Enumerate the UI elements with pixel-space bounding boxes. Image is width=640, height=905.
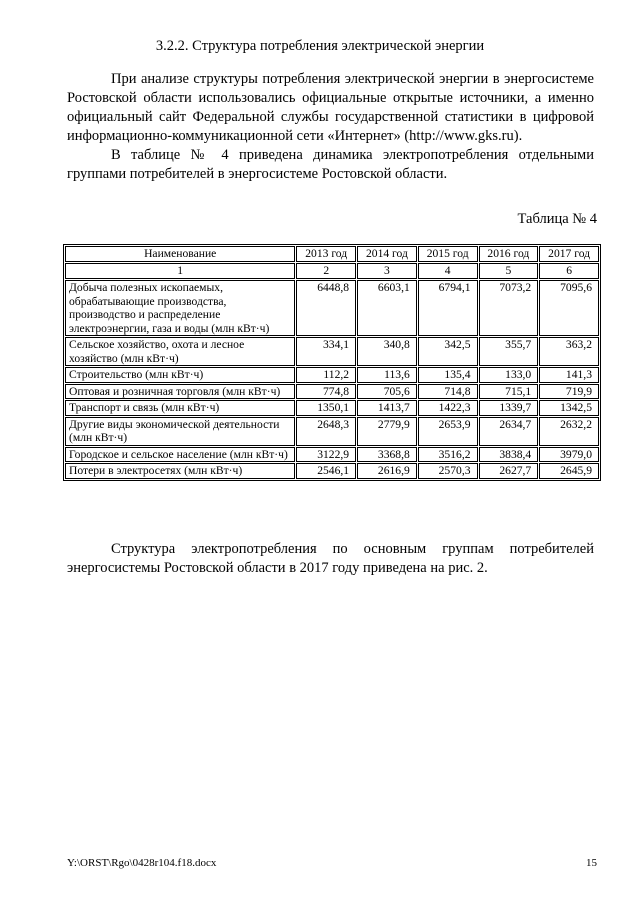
row-name: Городское и сельское население (млн кВт·ч) (65, 447, 295, 463)
row-value: 3368,8 (357, 447, 417, 463)
row-value: 6603,1 (357, 280, 417, 336)
header-2017: 2017 год (539, 246, 599, 262)
row-value: 1350,1 (296, 400, 356, 416)
table-row (65, 337, 599, 366)
table-row (65, 447, 599, 463)
row-value: 2645,9 (539, 463, 599, 479)
row-value: 3516,2 (418, 447, 478, 463)
row-value: 1339,7 (479, 400, 539, 416)
row-value: 7095,6 (539, 280, 599, 336)
row-value: 2570,3 (418, 463, 478, 479)
row-value: 3979,0 (539, 447, 599, 463)
row-value: 355,7 (479, 337, 539, 366)
closing-paragraph-wrap (67, 540, 594, 578)
paragraph-figure-reference: Структура электропотребления по основным группам потребителей энергосистемы Ростовской области в 2017 году приведена на рис. 2. (67, 541, 594, 576)
header-2014: 2014 год (357, 246, 417, 262)
row-name: Сельское хозяйство, охота и лесное хозяйство (млн кВт·ч) (65, 337, 295, 366)
table-row (65, 280, 599, 336)
row-value: 2653,9 (418, 417, 478, 446)
header-2013: 2013 год (296, 246, 356, 262)
row-value: 113,6 (357, 367, 417, 383)
row-name: Оптовая и розничная торговля (млн кВт·ч) (65, 384, 295, 400)
row-value: 2779,9 (357, 417, 417, 446)
table-row (65, 417, 599, 446)
row-value: 714,8 (418, 384, 478, 400)
row-value: 135,4 (418, 367, 478, 383)
row-name: Другие виды экономической деятельности (млн кВт·ч) (65, 417, 295, 446)
page-number: 15 (586, 857, 597, 869)
row-value: 342,5 (418, 337, 478, 366)
row-name: Строительство (млн кВт·ч) (65, 367, 295, 383)
paragraph-sources: При анализе структуры потребления электрической энергии в энергосистеме Ростовской области использовались официальные открытые источники, а именно официальный сайт Федеральной службы государственной статистики в цифровой информационно-коммуникационной сети «Интернет» (http://www.gks.ru). (67, 71, 594, 144)
row-value: 1422,3 (418, 400, 478, 416)
row-value: 3838,4 (479, 447, 539, 463)
column-number: 3 (357, 263, 417, 279)
row-value: 705,6 (357, 384, 417, 400)
row-value: 3122,9 (296, 447, 356, 463)
row-name: Транспорт и связь (млн кВт·ч) (65, 400, 295, 416)
consumption-table (63, 244, 601, 481)
row-value: 2632,2 (539, 417, 599, 446)
row-value: 719,9 (539, 384, 599, 400)
table-row (65, 367, 599, 383)
column-number: 2 (296, 263, 356, 279)
column-number: 1 (65, 263, 295, 279)
row-value: 2546,1 (296, 463, 356, 479)
column-number: 5 (479, 263, 539, 279)
row-value: 340,8 (357, 337, 417, 366)
table-header-row (65, 246, 599, 262)
row-value: 363,2 (539, 337, 599, 366)
row-value: 6448,8 (296, 280, 356, 336)
row-value: 2627,7 (479, 463, 539, 479)
header-2015: 2015 год (418, 246, 478, 262)
footer-file-path: Y:\ORST\Rgo\0428r104.f18.docx (67, 857, 217, 869)
table-row (65, 463, 599, 479)
row-value: 141,3 (539, 367, 599, 383)
header-name: Наименование (65, 246, 295, 262)
row-value: 2648,3 (296, 417, 356, 446)
column-number: 4 (418, 263, 478, 279)
intro-paragraphs (67, 70, 594, 184)
row-value: 2634,7 (479, 417, 539, 446)
row-value: 2616,9 (357, 463, 417, 479)
paragraph-table-intro: В таблице № 4 приведена динамика электропотребления отдельными группами потребителей в энергосистеме Ростовской области. (67, 147, 594, 182)
row-name: Потери в электросетях (млн кВт·ч) (65, 463, 295, 479)
table-row (65, 384, 599, 400)
row-value: 774,8 (296, 384, 356, 400)
row-value: 1413,7 (357, 400, 417, 416)
header-2016: 2016 год (479, 246, 539, 262)
row-value: 1342,5 (539, 400, 599, 416)
row-value: 6794,1 (418, 280, 478, 336)
row-name: Добыча полезных ископаемых, обрабатывающие производства, производство и распределение электроэнергии, газа и воды (млн кВт·ч) (65, 280, 295, 336)
section-title: 3.2.2. Структура потребления электрической энергии (155, 38, 485, 54)
table-caption: Таблица № 4 (517, 211, 597, 227)
column-number-row (65, 263, 599, 279)
row-value: 7073,2 (479, 280, 539, 336)
row-value: 334,1 (296, 337, 356, 366)
table-row (65, 400, 599, 416)
row-value: 715,1 (479, 384, 539, 400)
row-value: 112,2 (296, 367, 356, 383)
row-value: 133,0 (479, 367, 539, 383)
column-number: 6 (539, 263, 599, 279)
